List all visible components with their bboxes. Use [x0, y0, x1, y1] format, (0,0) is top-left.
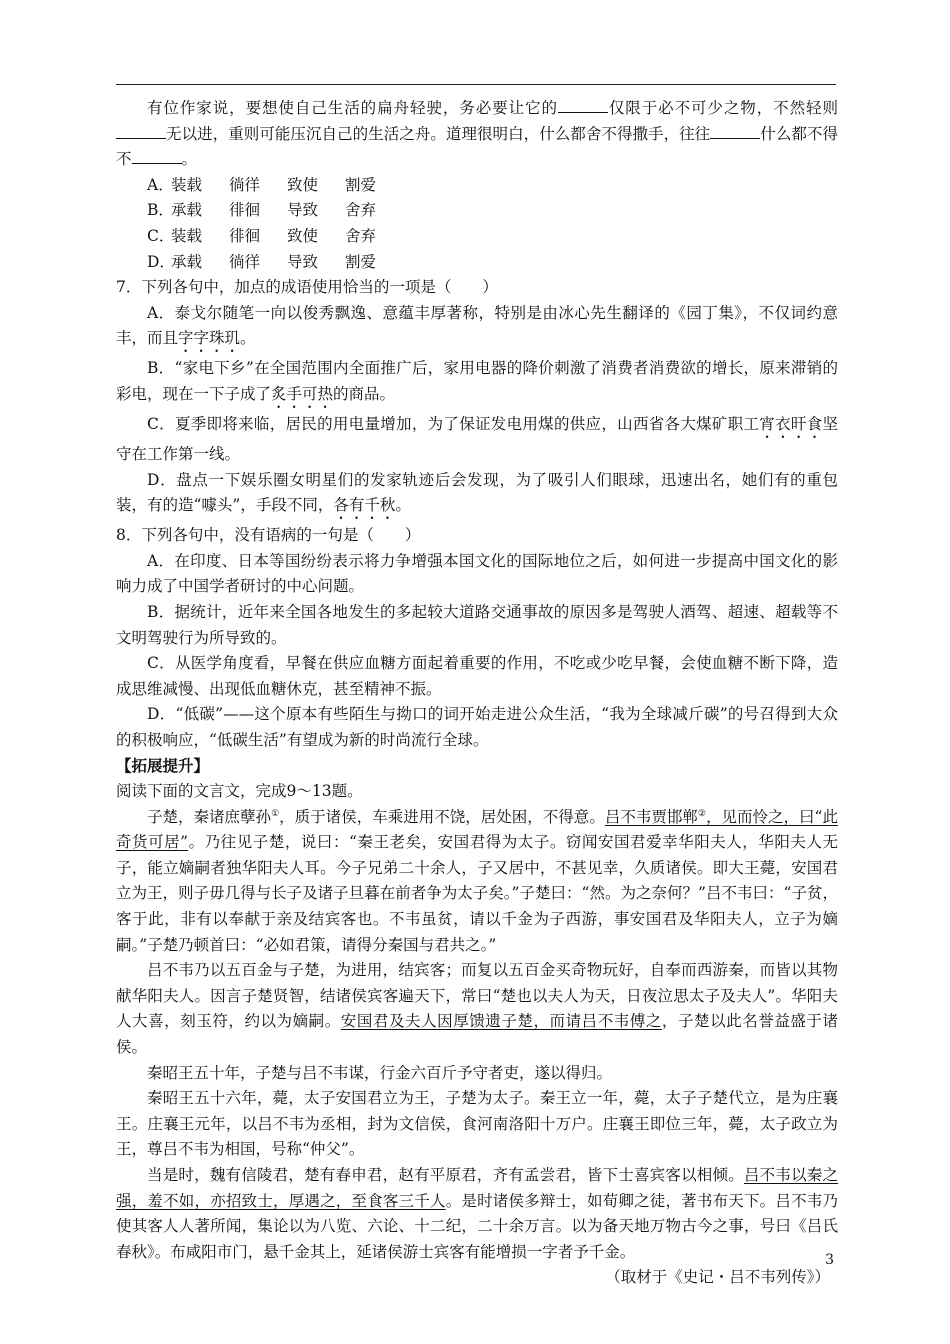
section-title: 【拓展提升】	[116, 756, 210, 776]
wenyan-paragraph-1: 子楚，秦诸庶孽孙①，质于诸侯，车乘进用不饶，居处困，不得意。吕不韦贾邯郸②，见而怜之，曰“此奇货可居”。乃往见子楚，说曰：“秦王老矣，安国君得为太子。窃闻安国君爱幸华阳夫人，华阳夫人无子，能立嫡嗣者独华阳夫人耳。今子兄弟二十余人，子又居中，不甚见幸，久质诸侯。即大王薨，安国君立为王，则子毋几得与长子及诸子旦暮在前者争为太子矣。”子楚曰：“然。为之奈何？”吕不韦曰：“子贫，客于此，非有以奉献于亲及结宾客也。不韦虽贫，请以千金为子西游，事安国君及华阳夫人，立子为嫡嗣。”子楚乃顿首曰：“必如君策，请得分秦国与君共之。”	[116, 807, 838, 954]
blank-3	[710, 124, 760, 139]
passage-text: 有位作家说，要想使自己生活的扁舟轻驶，务必要让它的	[147, 99, 558, 117]
footnote-marker: ②	[697, 808, 706, 819]
page-number: 3	[825, 1252, 834, 1268]
q6-option-c: C．装载 徘徊 致使 舍弃	[147, 226, 377, 245]
dotted-idiom: 各有千秋	[333, 496, 396, 515]
passage-text: 仅限于必不可少之物，不然轻则	[607, 99, 838, 117]
q6-passage	[116, 96, 838, 173]
wenyan-paragraph-3: 秦昭王五十年，子楚与吕不韦谋，行金六百斤予守者吏，遂以得归。	[147, 1063, 613, 1082]
passage-text: 无以进，重则可能压沉自己的生活之舟。道理很明白，什么都舍不得撒手，往往	[166, 124, 711, 143]
q8-stem: 8．下列各句中，没有语病的一句是（ ）	[116, 526, 421, 545]
reading-instructions: 阅读下面的文言文，完成9～13题。	[116, 782, 363, 801]
underlined-sentence: 吕不韦贾邯郸②，见而怜之，曰“此奇货可居”	[116, 807, 838, 852]
wenyan-paragraph-5: 当是时，魏有信陵君，楚有春申君，赵有平原君，齐有孟尝君，皆下士喜宾客以相倾。吕不韦以秦之强，羞不如，亦招致士，厚遇之，至食客三千人。是时诸侯多辩士，如荀卿之徒，著书布天下。吕不韦乃使其客人人著所闻，集论以为八览、六论、十二纪，二十余万言。以为备天地万物古今之事，号曰《吕氏春秋》。布咸阳市门，悬千金其上，延诸侯游士宾客有能增损一字者予千金。	[116, 1165, 838, 1261]
underlined-sentence: 安国君及夫人因厚馈遗子楚，而请吕不韦傅之	[340, 1012, 662, 1031]
q6-option-b: B．承载 徘徊 导致 舍弃	[147, 201, 377, 220]
q7-option-d: D．盘点一下娱乐圈女明星们的发家轨迹后会发现，为了吸引人们眼球，迅速出名，她们有的重包装，有的造“噱头”，手段不同，各有千秋。	[116, 470, 838, 515]
passage-text: 。	[181, 150, 198, 169]
q7-stem: 7．下列各句中，加点的成语使用恰当的一项是（ ）	[116, 278, 498, 297]
source-citation: （取材于《史记・吕不韦列传》）	[605, 1268, 830, 1287]
q7-option-c: C．夏季即将来临，居民的用电量增加，为了保证发电用煤的供应，山西省各大煤矿职工宵衣旰食坚守在工作第一线。	[116, 414, 838, 463]
blank-2	[116, 124, 166, 139]
passage-text: 什么都不得不	[116, 124, 838, 169]
q8-option-d: D．“低碳”——这个原本有些陌生与拗口的词开始走进公众生活，“我为全球减斤碳”的号召得到大众的积极响应，“低碳生活”有望成为新的时尚流行全球。	[116, 705, 838, 749]
dotted-idiom: 字字珠玑	[178, 329, 241, 348]
wenyan-paragraph-4: 秦昭王五十六年，薨，太子安国君立为王，子楚为太子。秦王立一年，薨，太子子楚代立，是为庄襄王。庄襄王元年，以吕不韦为丞相，封为文信侯，食河南洛阳十万户。庄襄王即位三年，薨，太子政立为王，尊吕不韦为相国，号称“仲父”。	[116, 1089, 838, 1159]
page-content	[116, 96, 838, 1291]
q7-option-a: A．泰戈尔随笔一向以俊秀飘逸、意蕴丰厚著称，特别是由冰心先生翻译的《园丁集》，不仅词约意丰，而且字字珠玑。	[116, 303, 838, 348]
blank-1	[558, 98, 608, 113]
q8-option-a: A．在印度、日本等国纷纷表示将力争增强本国文化的国际地位之后，如何进一步提高中国文化的影响力成了中国学者研讨的中心问题。	[116, 551, 838, 596]
underlined-sentence: 吕不韦以秦之强，羞不如，亦招致士，厚遇之，至食客三千人	[116, 1165, 838, 1210]
dotted-idiom: 炙手可热	[271, 384, 334, 403]
blank-4	[132, 149, 182, 164]
q7-option-b: B．“家电下乡”在全国范围内全面推广后，家用电器的降价刺激了消费者消费欲的增长，原来滞销的彩电，现在一下子成了炙手可热的商品。	[116, 359, 838, 403]
header-rule	[116, 84, 836, 85]
dotted-idiom: 宵衣旰食	[759, 414, 823, 433]
q8-option-c: C．从医学角度看，早餐在供应血糖方面起着重要的作用，不吃或少吃早餐，会使血糖不断下降，造成思维减慢、出现低血糖休克，甚至精神不振。	[116, 654, 838, 698]
q8-option-b: B．据统计，近年来全国各地发生的多起较大道路交通事故的原因多是驾驶人酒驾、超速、超载等不文明驾驶行为所导致的。	[116, 602, 838, 647]
wenyan-paragraph-2: 吕不韦乃以五百金与子楚，为进用，结宾客；而复以五百金买奇物玩好，自奉而西游秦，而皆以其物献华阳夫人。因言子楚贤智，结诸侯宾客遍天下，常曰“楚也以夫人为天，日夜泣思太子及夫人”。华阳夫人大喜，刻玉符，约以为嫡嗣。安国君及夫人因厚馈遗子楚，而请吕不韦傅之，子楚以此名誉益盛于诸侯。	[116, 961, 838, 1056]
q6-option-a: A．装载 徜徉 致使 割爱	[147, 175, 377, 194]
q6-option-d: D．承载 徜徉 导致 割爱	[147, 252, 377, 271]
footnote-marker: ①	[271, 808, 280, 819]
